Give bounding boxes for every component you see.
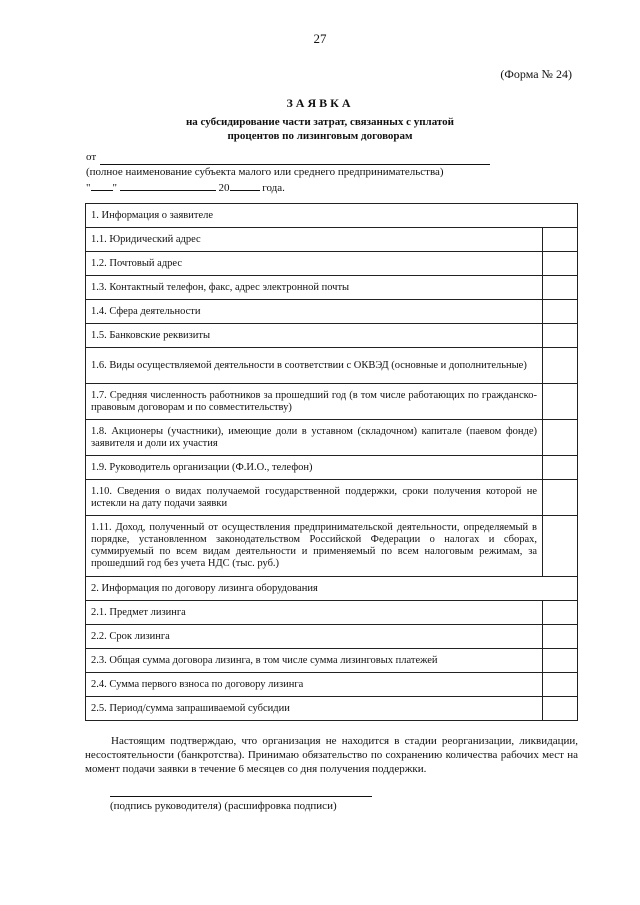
field-label-1-9-value-cell[interactable] (543, 456, 578, 480)
applicant-block (86, 150, 556, 196)
field-label-1-8-value-cell[interactable] (543, 420, 578, 456)
field-label-1-9: 1.9. Руководитель организации (Ф.И.О., телефон) (86, 456, 543, 480)
confirmation-text: Настоящим подтверждаю, что организация не находится в стадии реорганизации, ликвидации, несостоятельности (банкротства). Принимаю обязательство по сохранению количества рабочих мест на момент подачи заявки в течение 6 месяцев со дня получения поддержки. (85, 735, 578, 775)
field-label-2-3-value-cell[interactable] (543, 649, 578, 673)
date-close-quote: " (112, 182, 117, 194)
field-label-1-3-value-cell[interactable] (543, 276, 578, 300)
field-label-2-4: 2.4. Сумма первого взноса по договору лизинга (86, 673, 543, 697)
field-label-2-5-value-cell[interactable] (543, 697, 578, 721)
from-prefix: от (86, 151, 97, 163)
form-number: (Форма № 24) (500, 67, 572, 81)
field-label-1-2: 1.2. Почтовый адрес (86, 252, 543, 276)
section-2-header: 2. Информация по договору лизинга оборудования (86, 577, 578, 601)
table-row (86, 384, 578, 420)
date-day-field[interactable] (91, 180, 113, 191)
applicant-name-line (86, 150, 556, 165)
field-label-1-11: 1.11. Доход, полученный от осуществления предпринимательской деятельности, определяемый в порядке, установленном законодательством Российской Федерации о налогах и сборах, суммируемый по всем видам деятельности и применяемый по всем налоговым режимам, за прошедший год без учета НДС (тыс. руб.) (86, 516, 543, 577)
field-label-2-4-value-cell[interactable] (543, 673, 578, 697)
table-row (86, 673, 578, 697)
date-line (86, 180, 556, 196)
field-label-1-3: 1.3. Контактный телефон, факс, адрес электронной почты (86, 276, 543, 300)
signature-line[interactable] (110, 796, 372, 797)
page-number: 27 (313, 31, 327, 46)
signature-caption: (подпись руководителя) (расшифровка подписи) (110, 800, 337, 812)
field-label-1-7-value-cell[interactable] (543, 384, 578, 420)
date-suffix: года. (262, 182, 285, 194)
document-title: ЗАЯВКА (286, 96, 354, 110)
table-row (86, 516, 578, 577)
table-row (86, 456, 578, 480)
table-row (86, 649, 578, 673)
subtitle-line-2: процентов по лизинговым договорам (227, 130, 413, 142)
field-label-1-6-value-cell[interactable] (543, 348, 578, 384)
date-open-quote: " (86, 182, 91, 194)
field-label-1-5: 1.5. Банковские реквизиты (86, 324, 543, 348)
field-label-1-6: 1.6. Виды осуществляемой деятельности в соответствии с ОКВЭД (основные и дополнительные) (86, 348, 543, 384)
field-label-1-4: 1.4. Сфера деятельности (86, 300, 543, 324)
table-row (86, 625, 578, 649)
field-label-1-1-value-cell[interactable] (543, 228, 578, 252)
table-row (86, 697, 578, 721)
date-century: 20 (218, 182, 230, 194)
field-label-1-8: 1.8. Акционеры (участники), имеющие доли в уставном (складочном) капитале (паевом фонде) заявителя и доли их участия (86, 420, 543, 456)
field-label-2-3: 2.3. Общая сумма договора лизинга, в том числе сумма лизинговых платежей (86, 649, 543, 673)
table-row (86, 228, 578, 252)
table-row (86, 324, 578, 348)
field-label-2-2: 2.2. Срок лизинга (86, 625, 543, 649)
table-row (86, 252, 578, 276)
field-label-2-2-value-cell[interactable] (543, 625, 578, 649)
subtitle-line-1: на субсидирование части затрат, связанных с уплатой (185, 116, 455, 128)
applicant-name-field[interactable] (100, 153, 490, 165)
application-table (85, 203, 578, 721)
table-row (86, 300, 578, 324)
table-row (86, 420, 578, 456)
field-label-1-4-value-cell[interactable] (543, 300, 578, 324)
field-label-1-1: 1.1. Юридический адрес (86, 228, 543, 252)
section-header-row (86, 204, 578, 228)
table-row (86, 276, 578, 300)
applicant-name-caption: (полное наименование субъекта малого или среднего предпринимательства) (86, 166, 444, 178)
field-label-2-1-value-cell[interactable] (543, 601, 578, 625)
field-label-1-5-value-cell[interactable] (543, 324, 578, 348)
date-month-field[interactable] (120, 180, 216, 191)
field-label-1-11-value-cell[interactable] (543, 516, 578, 577)
field-label-2-5: 2.5. Период/сумма запрашиваемой субсидии (86, 697, 543, 721)
date-year-field[interactable] (230, 180, 260, 191)
table-row (86, 480, 578, 516)
field-label-2-1: 2.1. Предмет лизинга (86, 601, 543, 625)
section-header-row (86, 577, 578, 601)
table-row (86, 348, 578, 384)
field-label-1-2-value-cell[interactable] (543, 252, 578, 276)
document-subtitle (0, 115, 640, 143)
table-row (86, 601, 578, 625)
field-label-1-10: 1.10. Сведения о видах получаемой государственной поддержки, сроки получения которой не истекли на дату подачи заявки (86, 480, 543, 516)
field-label-1-10-value-cell[interactable] (543, 480, 578, 516)
section-1-header: 1. Информация о заявителе (86, 204, 578, 228)
field-label-1-7: 1.7. Средняя численность работников за прошедший год (в том числе работающих по гражданско-правовым договорам и по совместительству) (86, 384, 543, 420)
